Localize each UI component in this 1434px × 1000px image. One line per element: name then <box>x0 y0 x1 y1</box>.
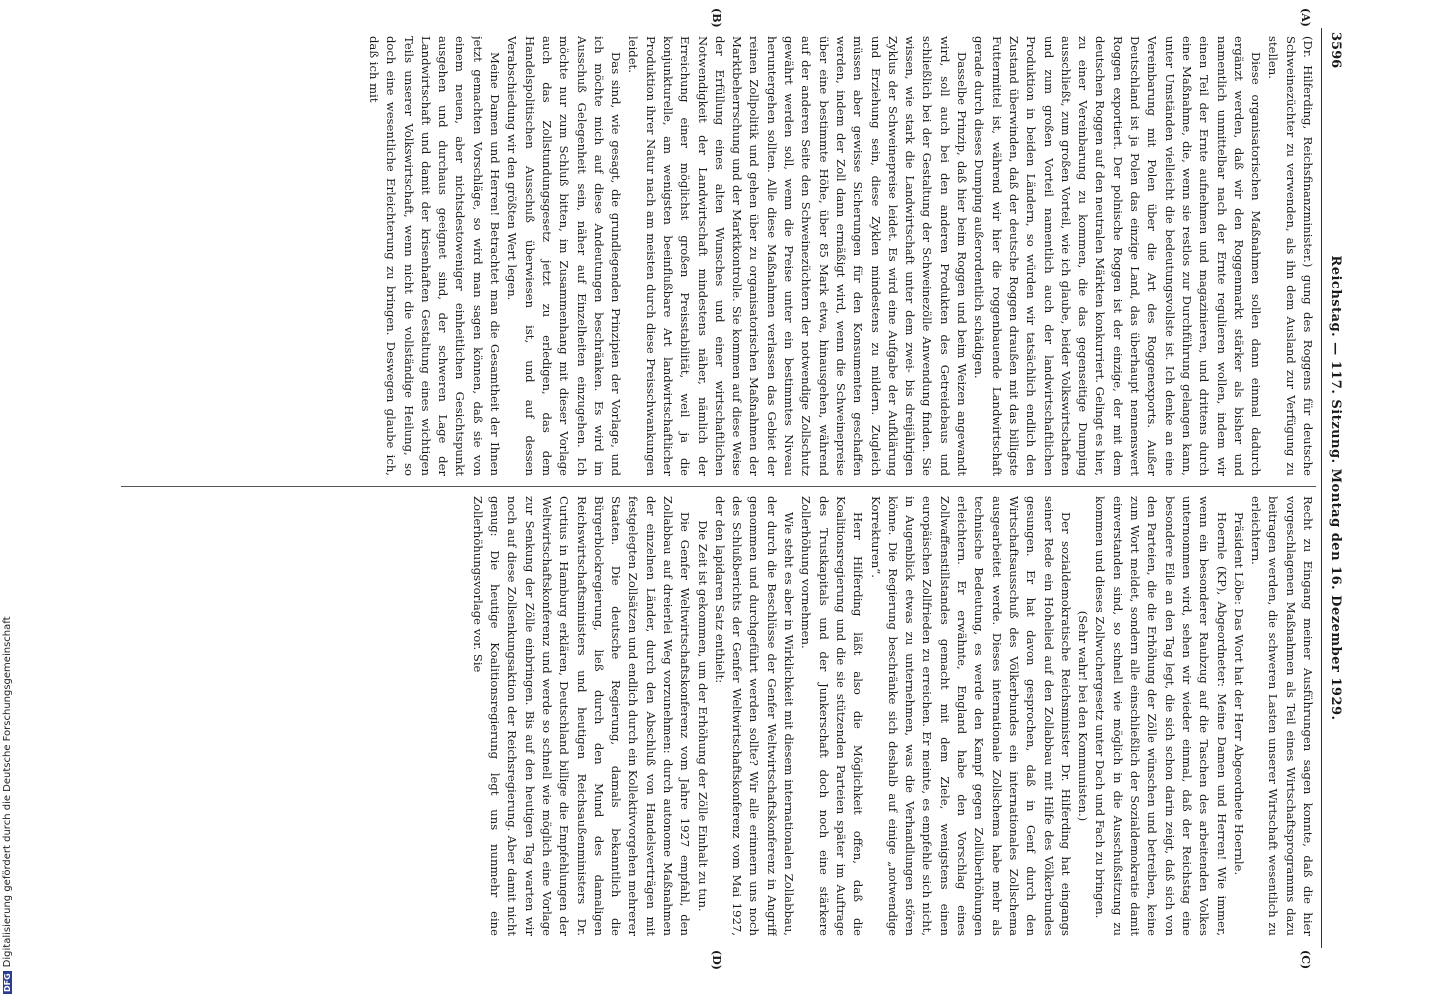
paragraph: Die Genfer Weltwirtschaftskonferenz vom Jahre 1927 empfahl, den Zollabbau auf dreierlei Weg vorzunehmen: durch autonome Maßnahmen der einzelnen Länder, durch den Abschluß von Handelsverträgen mit festgelegten Zollsätzen und endlich durch ein Kollektivvorgehen mehrerer Staaten. Die deutsche Regierung, damals bekanntlich die Bürgerblockregierung, ließ durch den Mund des damaligen Reichswirtschaftsministers und heutigen Reichsaußenministers Dr. Curtius in Hamburg erklären, Deutschland billige die Empfehlungen der Weltwirtschaftskonferenz und werde so schnell wie möglich eine Vorlage zur Senkung der Zölle einbringen. Bis auf den heutigen Tag warten wir noch auf diese Zollsenkungsaktion der Reichsregierung. Aber damit nicht genug: Die heutige Koalitionsregierung legt uns nunmehr eine Zollerhöhungsvorlage vor. Sie <box>470 496 693 936</box>
margin-mark-b: (B) <box>710 8 723 28</box>
margin-mark-a: (A) <box>1299 8 1312 27</box>
margin-mark-d: (D) <box>710 950 723 970</box>
paragraph: Diese organisatorischen Maßnahmen sollen dann einmal dadurch ergänzt werden, daß wir den Roggenmarkt stärker als bisher und namentlich unmittelbar nach der Ernte regulieren wollen, indem wir einen Teil der Ernte aufnehmen und magazinieren, und drittens durch eine Maßnahme, die, wenn sie restlos zur Durchführung gelangen kann, unter Umständen vielleicht die bedeutungsvollste ist. Ich denke an eine Vereinbarung mit Polen über die Art des Roggenexports. Außer Deutschland ist ja Polen das einzige Land, das überhaupt nennenswert Roggen exportiert. Der polnische Roggen ist der einzige, der mit dem deutschen Roggen auf den neutralen Märkten konkurriert. Gelingt es hier, zu einer Vereinbarung zu kommen, die das gegenseitige Dumping ausschließt, zum großen Vorteil, wie ich glaube, beider Volkswirtschaften und zum großen Vorteil namentlich auch der landwirtschaftlichen Produktion in beiden Ländern, so würden wir tatsächlich endlich den Zustand überwinden, daß der deutsche Roggen draußen mit das billigste Futtermittel ist, während wir hier die roggenbauende Landwirtschaft gerade durch dieses Dumping außerordentlich schädigen. <box>972 36 1264 476</box>
paragraph: Der sozialdemokratische Reichsminister Dr. Hilferding hat eingangs seiner Rede ein Hohelied auf den Zollabbau mit Hilfe des Völkerbundes gesungen. Er hat davon gesprochen, daß in Genf durch den Wirtschaftsausschuß des Völkerbundes ein internationales Zollschema ausgearbeitet werde. Dieses internationale Zollschema habe mehr als technische Bedeutung, es werde den Kampf gegen Zollüberhöhungen erleichtern. Er erwähnte, England habe den Vorschlag eines Zollwaffenstillstandes gemacht mit dem Ziele, wenigstens einen europäischen Zollfrieden zu erreichen. Er meinte, es empfehle sich nicht, in Augenblick etwas zu unternehmen, was die Verhandlungen stören könne. Die Regierung beschränke sich deshalb auf einige „notwendige Korrekturen“. <box>868 496 1073 936</box>
column-divider <box>121 486 1316 487</box>
right-column <box>121 496 1316 936</box>
left-column <box>121 36 1316 476</box>
paragraph: Präsident Löbe: Das Wort hat der Herr Abgeordnete Hoernle. <box>1231 512 1246 876</box>
paragraph: Herr Hilferding läßt also die Möglichkeit offen, daß die Koalitionsregierung und die sie stützenden Parteien später im Auftrage des Trustkapitals und der Junkerschaft doch noch eine stärkere Zollerhöhung vornehmen. <box>799 496 866 936</box>
funding-text: Digitalisierung gefördert durch die Deutsche Forschungsgemeinschaft <box>2 616 13 968</box>
paragraph: Meine Damen und Herren! Betrachtet man die Gesamtheit der Ihnen jetzt gemachten Vorschläge, so wird man sagen können, daß sie von einem neuen, aber nichtsdestoweniger einheitlichen Gesichtspunkt ausgehen und durchaus geeignet sind, der schweren Lage der Landwirtschaft und damit der krisenhaften Gestaltung eines wichtigen Teils unserer Volkswirtschaft, wenn nicht die vollständige Heilung, so doch eine wesentliche Erleichterung zu bringen. Deswegen glaube ich, daß ich mit <box>366 36 503 476</box>
quotation: Die Zeit ist gekommen, um der Erhöhung der Zölle Einhalt zu tun. <box>695 520 710 912</box>
rotated-page <box>106 8 1346 970</box>
paragraph: Dasselbe Prinzip, daß hier beim Roggen und beim Weizen angewandt wird, soll auch bei den anderen Produkten des Getreidebaus und schließlich bei der Gestaltung der Schweinezölle Anwendung finden. Sie wissen, wie stark die Landwirtschaft unter dem zwei- bis dreijährigen Zyklus der Schweinepreise leidet. Es wird eine Aufgabe der Aufklärung und Erziehung sein, diese Zyklen mindestens zu mildern. Zugleich müssen aber gewisse Sicherungen für den Konsumenten geschaffen werden, indem der Zoll dann ermäßigt wird, wenn die Schweinepreise über eine bestimmte Höhe, über 85 Mark etwa, hinausgehen, während auf der anderen Seite den Schweinezüchtern der notwendige Zollschutz gewährt werden soll, wenn die Preise unter ein bestimmtes Niveau heruntergehen sollten. Alle diese Maßnahmen verlassen das Gebiet der reinen Zollpolitik und gehen über zu organisatorischen Maßnahmen der Marktbeherrschung und der Marktkontrolle. Sie kommen auf diese Weise der Erfüllung eines alten Wunsches und einer wirtschaftlichen Notwendigkeit der Landwirtschaft mindestens näher, nämlich der Erreichung einer möglichst großen Preisstabilität, weil ja die konjunkturelle, am wenigsten beeinflußbare Art landwirtschaftlicher Produktion ihrer Natur nach am meisten durch diese Preisschwankungen leidet. <box>626 36 970 476</box>
paragraph: Hoernle (KP), Abgeordneter: Meine Damen und Herren! Wie immer, wenn ein besonderer Raubzug auf die Taschen des arbeitenden Volkes unternommen wird, sehen wir wieder einmal, daß der Reichstag eine besondere Eile an den Tag legt, die sich schon darin zeigt, daß sich von den Parteien, die die Erhöhung der Zölle wünschen und betreiben, keine zum Wort meldet, sondern alle einschließlich der Sozialdemokratie damit einverstanden sind, so schnell wie möglich in die Ausschußsitzung zu kommen und dieses Zollwuchergesetz unter Dach und Fach zu bringen. <box>1093 496 1229 936</box>
page-header <box>1321 28 1346 948</box>
funding-notice <box>2 34 14 994</box>
page-number: 3596 <box>1328 32 1343 69</box>
margin-mark-c: (C) <box>1299 950 1312 970</box>
paragraph: Wie steht es aber in Wirklichkeit mit diesem internationalen Zollabbau, der durch die Beschlüsse der Genfer Weltwirtschaftskonferenz in Angriff genommen und durchgeführt werden sollte? Wir alle erinnern uns noch des Schlußberichts der Genfer Weltwirtschaftskonferenz vom Mai 1927, der den lapidaren Satz enthielt: <box>712 496 797 936</box>
interjection: (Sehr wahr! bei den Kommunisten.) <box>1076 610 1091 822</box>
paragraph: Das sind, wie gesagt, die grundlegenden Prinzipien der Vorlage, und ich möchte mich auf diese Andeutungen beschränken. Es wird im Ausschuß Gelegenheit sein, näher auf Einzelheiten einzugehen. Ich möchte nur zum Schluß bitten, im Zusammenhang mit dieser Vorlage auch das Zollstundungsgesetz jetzt zu erledigen, das dem Handelspolitischen Ausschuß überwiesen ist, und auf dessen Verabschiedung wir den größten Wert legen. <box>505 36 624 476</box>
paragraph: Recht zu Eingang meiner Ausführungen sagen konnte, daß die hier vorgeschlagenen Maßnahmen als Teil eines Wirtschaftsprogramms dazu beitragen werden, die schweren Lasten unserer Wirtschaft wesentlich zu erleichtern. <box>1249 496 1315 936</box>
page-title: Reichstag. — 117. Sitzung. Montag den 16. Dezember 1929. <box>1328 255 1343 721</box>
dfg-logo-icon: DFG <box>3 973 12 992</box>
paragraph: (Dr. Hilferding, Reichsfinanzminister.) gung des Roggens für deutsche Schweinezüchter zu verwenden, als ihn dem Ausland zur Verfügung zu stellen. <box>1266 36 1315 476</box>
